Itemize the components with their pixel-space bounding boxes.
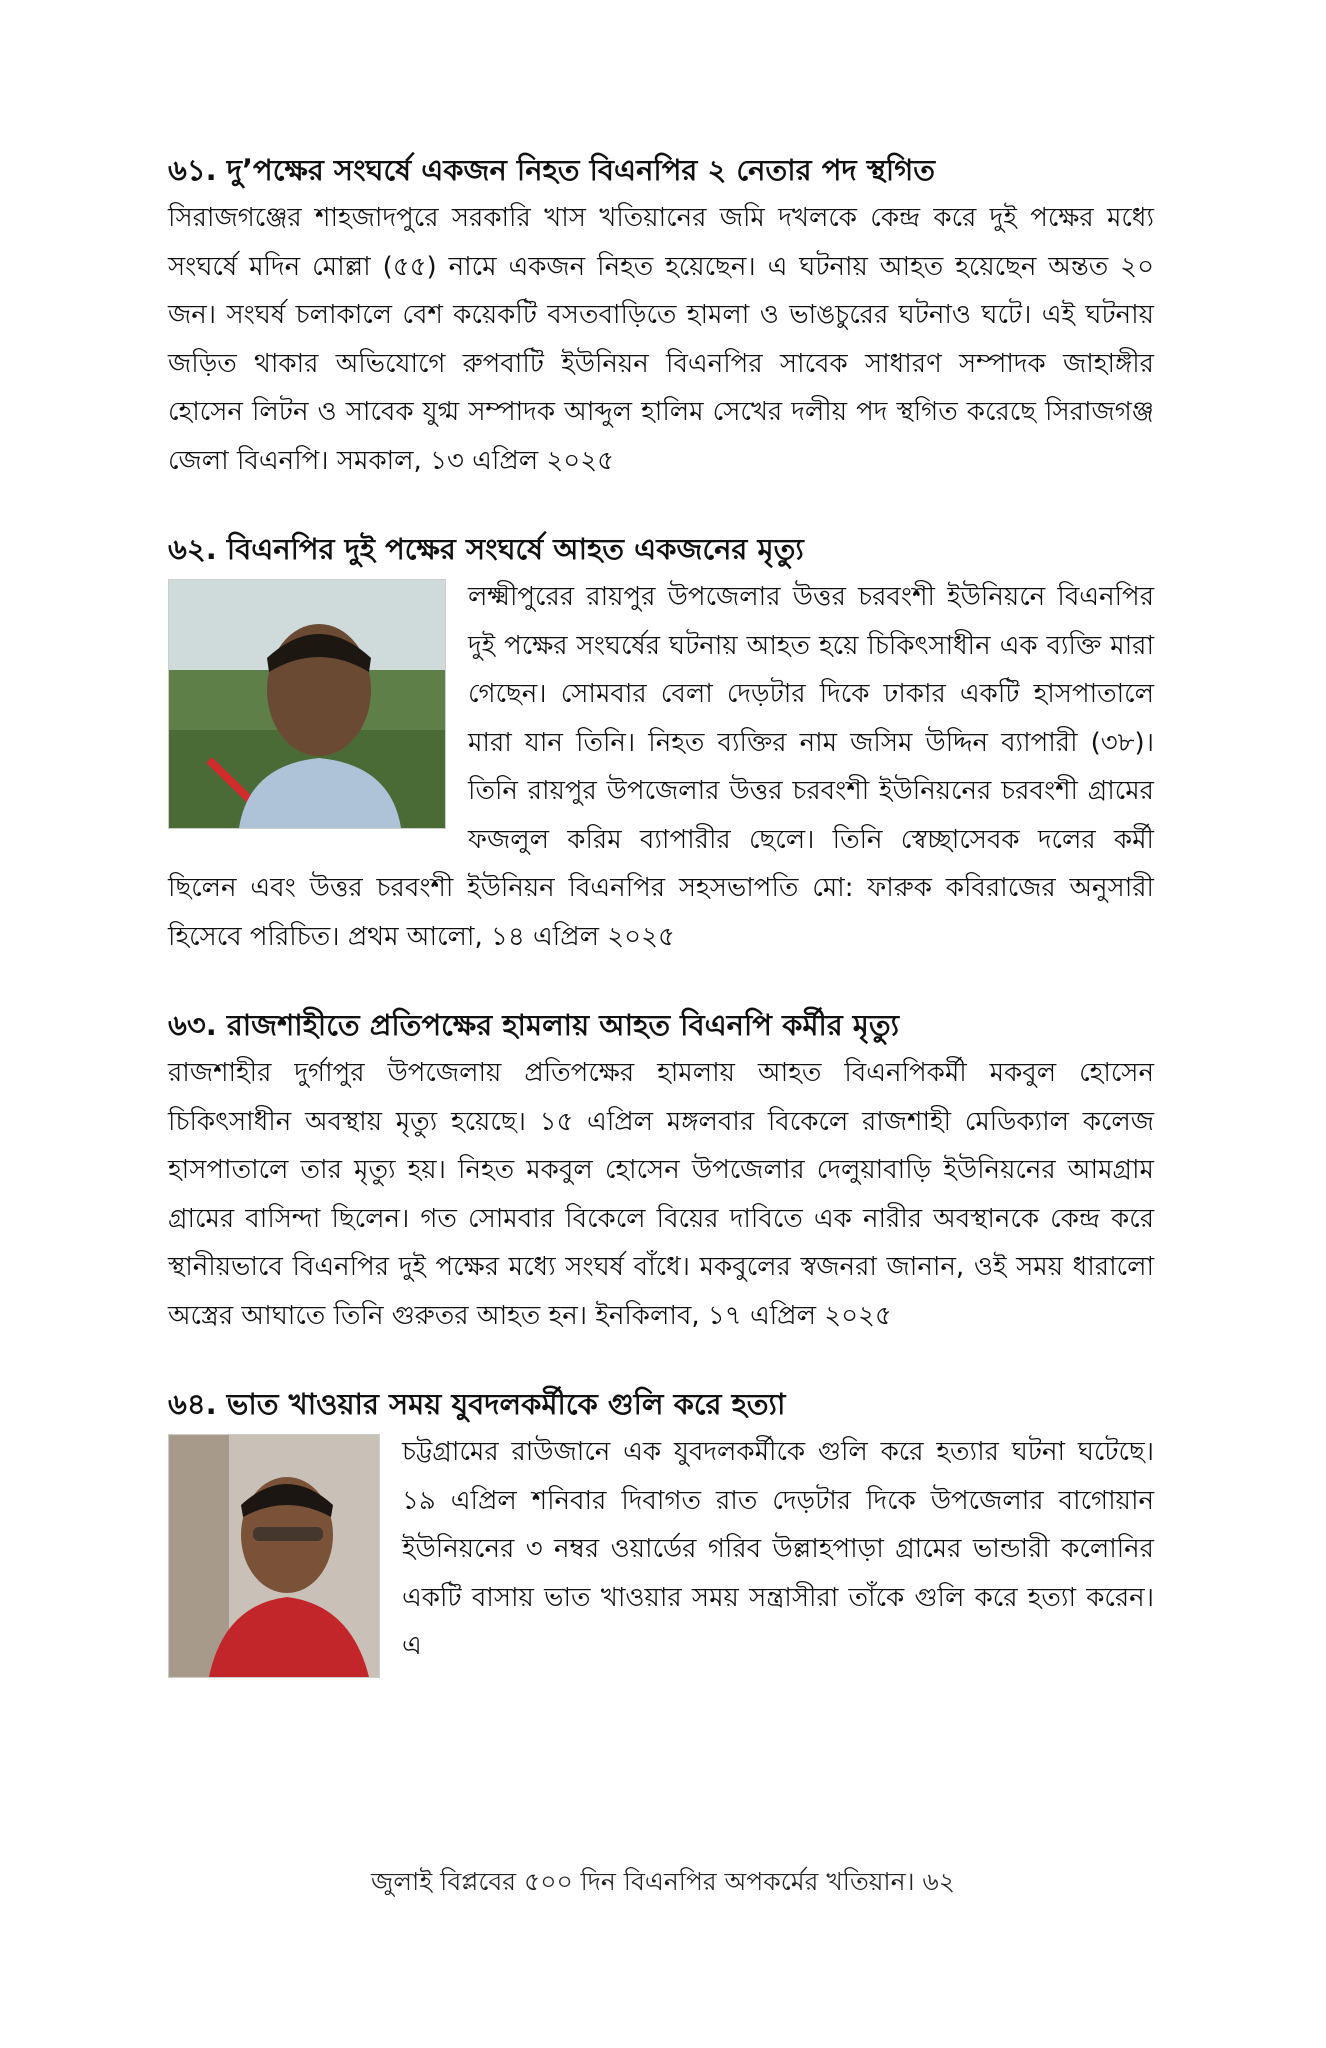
news-item-63 <box>168 1005 1154 1340</box>
section-body: রাজশাহীর দুর্গাপুর উপজেলায় প্রতিপক্ষের হামলায় আহত বিএনপিকর্মী মকবুল হোসেন চিকিৎসাধীন অবস্থায় মৃত্যু হয়েছে। ১৫ এপ্রিল মঙ্গলবার বিকেলে রাজশাহী মেডিক্যাল কলেজ হাসপাতালে তার মৃত্যু হয়। নিহত মকবুল হোসেন উপজেলার দেলুয়াবাড়ি ইউনিয়নের আমগ্রাম গ্রামের বাসিন্দা ছিলেন। গত সোমবার বিকেলে বিয়ের দাবিতে এক নারীর অবস্থানকে কেন্দ্র করে স্থানীয়ভাবে বিএনপির দুই পক্ষের মধ্যে সংঘর্ষ বাঁধে। মকবুলের স্বজনরা জানান, ওই সময় ধারালো অস্ত্রের আঘাতে তিনি গুরুতর আহত হন। ইনকিলাব, ১৭ এপ্রিল ২০২৫ <box>168 1058 1154 1331</box>
news-item-62 <box>168 529 1154 961</box>
section-body: লক্ষ্মীপুরের রায়পুর উপজেলার উত্তর চরবংশী ইউনিয়নে বিএনপির দুই পক্ষের সংঘর্ষের ঘটনায় আহত হয়ে চিকিৎসাধীন এক ব্যক্তি মারা গেছেন। সোমবার বেলা দেড়টার দিকে ঢাকার একটি হাসপাতালে মারা যান তিনি। নিহত ব্যক্তির নাম জসিম উদ্দিন ব্যাপারী (৩৮)। তিনি রায়পুর উপজেলার উত্তর চরবংশী ইউনিয়নের চরবংশী গ্রামের ফজলুল করিম ব্যাপারীর ছেলে। তিনি স্বেচ্ছাসেবক দলের কর্মী ছিলেন এবং উত্তর চরবংশী ইউনিয়ন বিএনপির সহসভাপতি মো: ফারুক কবিরাজের অনুসারী হিসেবে পরিচিত। প্রথম আলো, ১৪ এপ্রিল ২০২৫ <box>168 582 1154 952</box>
section-body: চট্টগ্রামের রাউজানে এক যুবদলকর্মীকে গুলি করে হত্যার ঘটনা ঘটেছে। ১৯ এপ্রিল শনিবার দিবাগত রাত দেড়টার দিকে উপজেলার বাগোয়ান ইউনিয়নের ৩ নম্বর ওয়ার্ডের গরিব উল্লাহপাড়া গ্রামের ভান্ডারী কলোনির একটি বাসায় ভাত খাওয়ার সময় সন্ত্রাসীরা তাঁকে গুলি করে হত্যা করেন। এ <box>402 1437 1154 1661</box>
page-content <box>168 150 1154 1730</box>
section-title: ৬১. দু’পক্ষের সংঘর্ষে একজন নিহত বিএনপির ২ নেতার পদ স্থগিত <box>168 153 935 187</box>
page-footer: জুলাই বিপ্লবের ৫০০ দিন বিএনপির অপকর্মের খতিয়ান। ৬২ <box>370 1867 955 1896</box>
section-title: ৬২. বিএনপির দুই পক্ষের সংঘর্ষে আহত একজনের মৃত্যু <box>168 532 804 566</box>
section-title: ৬৩. রাজশাহীতে প্রতিপক্ষের হামলায় আহত বিএনপি কর্মীর মৃত্যু <box>168 1008 900 1042</box>
section-body: সিরাজগঞ্জের শাহজাদপুরে সরকারি খাস খতিয়ানের জমি দখলকে কেন্দ্র করে দুই পক্ষের মধ্যে সংঘর্ষে মদিন মোল্লা (৫৫) নামে একজন নিহত হয়েছেন। এ ঘটনায় আহত হয়েছেন অন্তত ২০ জন। সংঘর্ষ চলাকালে বেশ কয়েকটি বসতবাড়িতে হামলা ও ভাঙচুরের ঘটনাও ঘটে। এই ঘটনায় জড়িত থাকার অভিযোগে রুপবাটি ইউনিয়ন বিএনপির সাবেক সাধারণ সম্পাদক জাহাঙ্গীর হোসেন লিটন ও সাবেক যুগ্ম সম্পাদক আব্দুল হালিম সেখের দলীয় পদ স্থগিত করেছে সিরাজগঞ্জ জেলা বিএনপি। সমকাল, ১৩ এপ্রিল ২০২৫ <box>168 203 1154 476</box>
section-title: ৬৪. ভাত খাওয়ার সময় যুবদলকর্মীকে গুলি করে হত্যা <box>168 1387 786 1421</box>
victim-photo <box>168 579 446 829</box>
victim-photo <box>168 1434 380 1678</box>
news-item-64 <box>168 1384 1154 1686</box>
news-item-61 <box>168 150 1154 485</box>
